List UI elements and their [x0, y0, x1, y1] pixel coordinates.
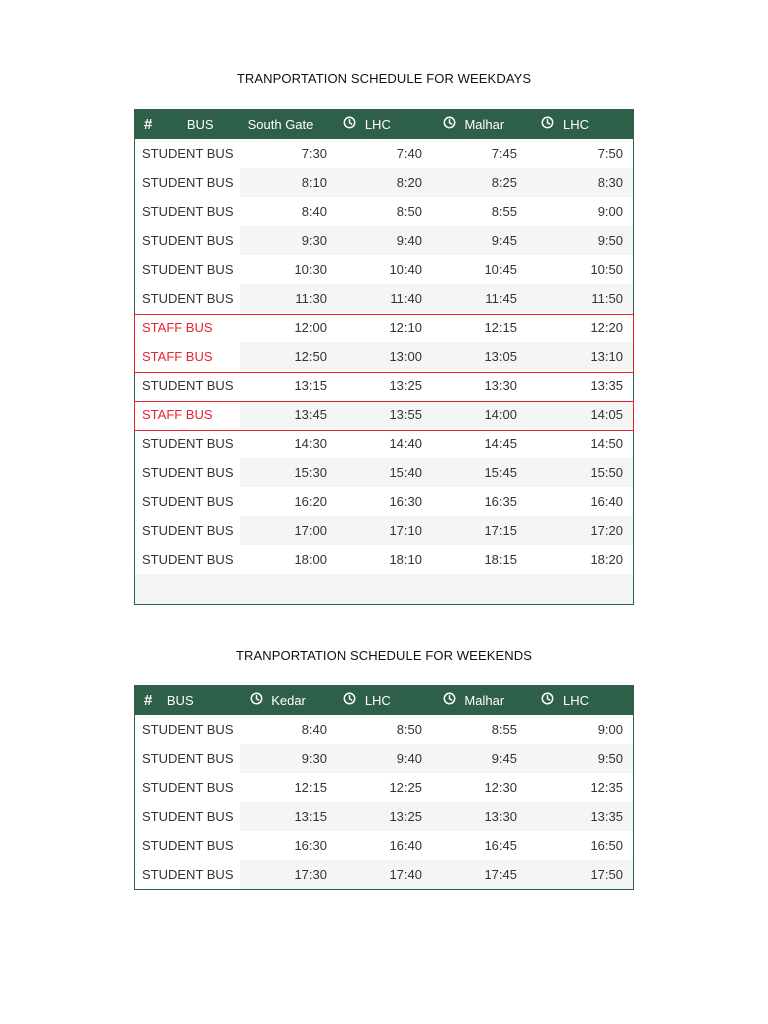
weekends-table-header [135, 686, 633, 715]
time-cell: 9:50 [597, 751, 623, 766]
clock-icon [250, 686, 263, 715]
table-row [135, 342, 633, 371]
time-cell: 14:00 [484, 407, 517, 422]
time-cell: 15:40 [389, 465, 422, 480]
time-cell: 16:40 [590, 494, 623, 509]
time-cell: 10:50 [590, 262, 623, 277]
table-row [135, 458, 633, 487]
time-cell: 8:40 [301, 204, 327, 219]
time-cell: 12:20 [590, 320, 623, 335]
time-cell: 18:20 [590, 552, 623, 567]
time-cell: 15:45 [484, 465, 517, 480]
time-cell: 9:45 [491, 751, 517, 766]
lhc-column-header [334, 110, 429, 139]
time-cell: 14:50 [590, 436, 623, 451]
time-cell: 17:30 [294, 867, 327, 882]
clock-icon [443, 686, 456, 715]
table-row [135, 487, 633, 516]
bus-type-cell: STUDENT BUS [135, 168, 240, 197]
time-cell: 11:40 [390, 291, 422, 306]
malhar-column-header [429, 110, 529, 139]
time-cell: 9:40 [396, 751, 422, 766]
hash-icon: # [144, 692, 153, 709]
clock-icon [541, 686, 554, 715]
time-cell: 13:35 [590, 378, 623, 393]
time-cell: 8:10 [301, 175, 327, 190]
time-cell: 7:40 [396, 146, 422, 161]
weekdays-schedule-title: TRANPORTATION SCHEDULE FOR WEEKDAYS [236, 71, 532, 86]
time-cell: 12:15 [484, 320, 517, 335]
table-row [135, 168, 633, 197]
weekdays-table-header [135, 110, 633, 139]
lhc-return-column-header [528, 110, 633, 139]
bus-type-cell: STUDENT BUS [142, 722, 234, 737]
table-row [135, 545, 633, 574]
time-cell: 16:20 [294, 494, 327, 509]
bus-type-cell: STUDENT BUS [135, 802, 240, 831]
time-cell: 8:40 [301, 722, 327, 737]
lhc-label: LHC [364, 693, 391, 708]
weekends-table-body [135, 715, 633, 889]
table-row [135, 226, 633, 255]
time-cell: 13:30 [484, 378, 517, 393]
bus-type-cell: STUDENT BUS [142, 262, 234, 277]
kedar-label: Kedar [271, 693, 306, 708]
time-cell: 12:10 [389, 320, 422, 335]
time-cell: 14:45 [484, 436, 517, 451]
time-cell: 8:30 [597, 175, 623, 190]
time-cell: 13:25 [389, 378, 422, 393]
weekends-schedule-title: TRANPORTATION SCHEDULE FOR WEEKENDS [235, 648, 533, 663]
bus-type-cell: STUDENT BUS [135, 744, 240, 773]
time-cell: 8:25 [491, 175, 517, 190]
clock-icon [541, 110, 554, 139]
time-cell: 17:50 [590, 867, 623, 882]
clock-icon [343, 686, 356, 715]
time-cell: 7:50 [597, 146, 623, 161]
table-row [135, 400, 633, 429]
time-cell: 16:50 [590, 838, 623, 853]
time-cell: 17:20 [590, 523, 623, 538]
row-number-header [135, 110, 175, 139]
lhc-label: LHC [364, 117, 391, 132]
time-cell: 7:30 [301, 146, 327, 161]
table-row [135, 139, 633, 168]
table-footer-spacer [135, 574, 633, 604]
time-cell: 17:10 [389, 523, 422, 538]
table-row [135, 860, 633, 889]
bus-type-cell: STUDENT BUS [142, 494, 234, 509]
time-cell: 11:30 [295, 291, 327, 306]
table-row [135, 715, 633, 744]
time-cell: 18:10 [389, 552, 422, 567]
bus-type-cell: STUDENT BUS [142, 436, 234, 451]
time-cell: 12:25 [389, 780, 422, 795]
table-row [135, 313, 633, 342]
bus-type-cell: STUDENT BUS [142, 552, 234, 567]
hash-icon: # [144, 116, 153, 133]
time-cell: 9:45 [491, 233, 517, 248]
time-cell: 9:30 [301, 751, 327, 766]
time-cell: 13:45 [294, 407, 327, 422]
time-cell: 13:25 [389, 809, 422, 824]
bus-column-header: BUS [186, 117, 214, 132]
time-cell: 13:15 [294, 378, 327, 393]
bus-column-header: BUS [166, 693, 194, 708]
time-cell: 12:35 [590, 780, 623, 795]
time-cell: 16:45 [484, 838, 517, 853]
table-row [135, 284, 633, 313]
bus-type-cell: STUDENT BUS [135, 860, 240, 889]
weekdays-schedule-table [134, 109, 634, 605]
lhc-return-column-header [528, 686, 633, 715]
table-row [135, 197, 633, 226]
time-cell: 11:50 [591, 291, 623, 306]
time-cell: 14:40 [389, 436, 422, 451]
time-cell: 9:00 [597, 722, 623, 737]
time-cell: 10:40 [389, 262, 422, 277]
bus-type-cell: STUDENT BUS [135, 516, 240, 545]
bus-type-cell: STUDENT BUS [135, 284, 240, 313]
bus-type-cell: STAFF BUS [135, 400, 240, 429]
time-cell: 9:30 [301, 233, 327, 248]
time-cell: 12:30 [484, 780, 517, 795]
table-row [135, 831, 633, 860]
time-cell: 13:05 [484, 349, 517, 364]
time-cell: 9:40 [396, 233, 422, 248]
time-cell: 13:00 [389, 349, 422, 364]
time-cell: 17:00 [294, 523, 327, 538]
time-cell: 15:50 [590, 465, 623, 480]
clock-icon [443, 110, 456, 139]
time-cell: 14:30 [294, 436, 327, 451]
malhar-column-header [429, 686, 529, 715]
time-cell: 18:00 [294, 552, 327, 567]
bus-type-cell: STUDENT BUS [142, 378, 234, 393]
table-row [135, 255, 633, 284]
time-cell: 18:15 [484, 552, 517, 567]
time-cell: 11:45 [485, 291, 517, 306]
time-cell: 17:40 [389, 867, 422, 882]
malhar-label: Malhar [464, 693, 505, 708]
time-cell: 8:20 [396, 175, 422, 190]
bus-type-cell: STUDENT BUS [135, 458, 240, 487]
time-cell: 8:55 [491, 204, 517, 219]
kedar-column-header [240, 686, 335, 715]
clock-icon [343, 110, 356, 139]
table-row [135, 516, 633, 545]
bus-type-cell: STAFF BUS [135, 342, 240, 371]
time-cell: 12:50 [294, 349, 327, 364]
row-number-header [135, 686, 167, 715]
time-cell: 9:50 [597, 233, 623, 248]
table-row [135, 744, 633, 773]
time-cell: 13:10 [590, 349, 623, 364]
time-cell: 9:00 [597, 204, 623, 219]
lhc-return-label: LHC [563, 693, 590, 708]
time-cell: 8:55 [491, 722, 517, 737]
bus-type-cell: STUDENT BUS [135, 226, 240, 255]
time-cell: 13:15 [294, 809, 327, 824]
time-cell: 14:05 [590, 407, 623, 422]
time-cell: 7:45 [491, 146, 517, 161]
time-cell: 17:45 [484, 867, 517, 882]
malhar-label: Malhar [464, 117, 505, 132]
time-cell: 8:50 [396, 722, 422, 737]
time-cell: 10:45 [484, 262, 517, 277]
lhc-return-label: LHC [563, 117, 590, 132]
time-cell: 12:15 [294, 780, 327, 795]
weekends-schedule-table [134, 685, 634, 890]
time-cell: 10:30 [294, 262, 327, 277]
table-row [135, 429, 633, 458]
bus-type-cell: STAFF BUS [142, 320, 213, 335]
table-row [135, 773, 633, 802]
lhc-column-header [334, 686, 429, 715]
time-cell: 16:40 [389, 838, 422, 853]
time-cell: 12:00 [294, 320, 327, 335]
table-row [135, 371, 633, 400]
south-gate-column-header [240, 110, 335, 139]
weekdays-table-body [135, 139, 633, 574]
bus-type-cell: STUDENT BUS [142, 146, 234, 161]
time-cell: 13:30 [484, 809, 517, 824]
time-cell: 13:55 [389, 407, 422, 422]
time-cell: 8:50 [396, 204, 422, 219]
time-cell: 16:30 [389, 494, 422, 509]
time-cell: 16:30 [294, 838, 327, 853]
bus-type-cell: STUDENT BUS [142, 838, 234, 853]
table-row [135, 802, 633, 831]
time-cell: 17:15 [484, 523, 517, 538]
time-cell: 15:30 [294, 465, 327, 480]
south-gate-label: South Gate [247, 117, 314, 132]
time-cell: 13:35 [590, 809, 623, 824]
time-cell: 16:35 [484, 494, 517, 509]
bus-type-cell: STUDENT BUS [142, 204, 234, 219]
bus-type-cell: STUDENT BUS [142, 780, 234, 795]
